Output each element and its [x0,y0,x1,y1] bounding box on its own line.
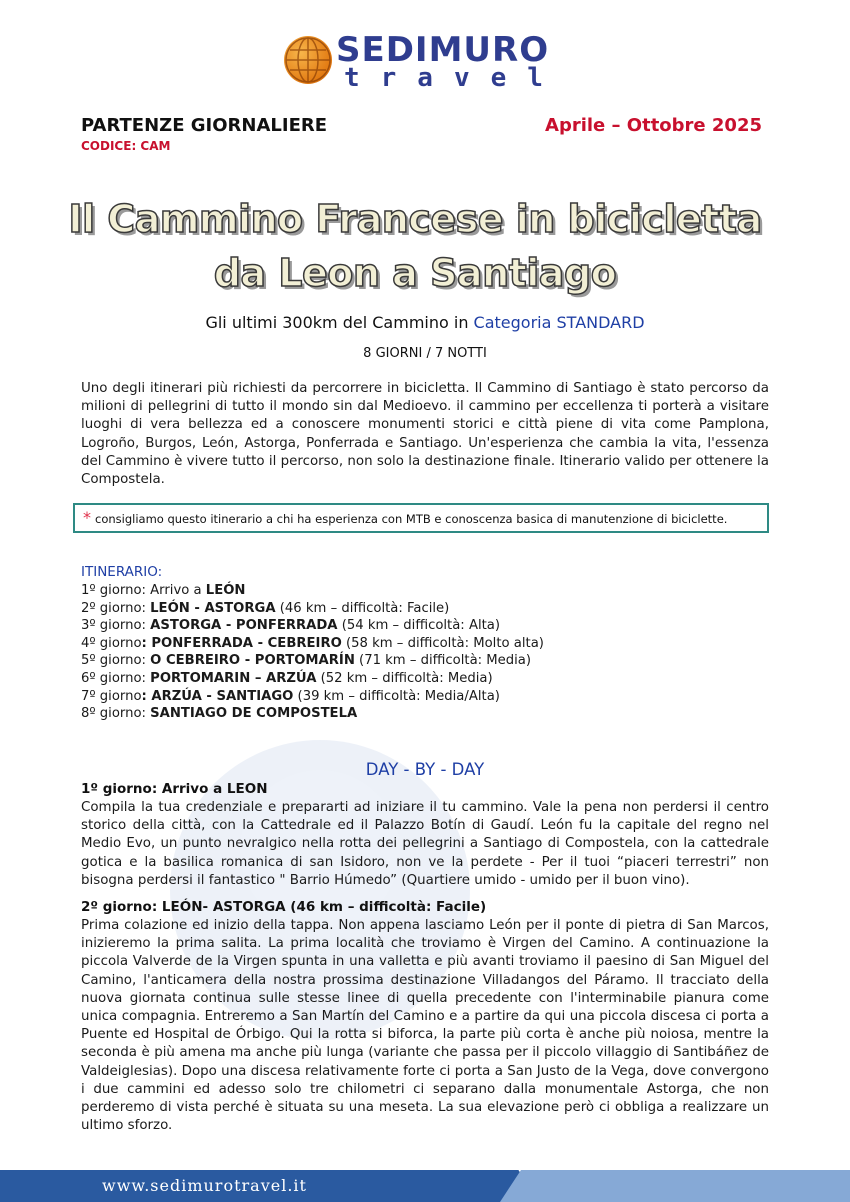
itinerary-heading: ITINERARIO: [81,564,163,580]
note-text: consigliamo questo itinerario a chi ha esperienza con MTB e conoscenza basica di manutenzione di biciclette. [95,512,728,526]
intro-paragraph: Uno degli itinerari più richiesti da percorrere in bicicletta. Il Cammino di Santiago è stato percorso da milioni di pellegrini di tutto il mondo sin dal Medioevo. il cammino per eccellenza ti porterà a visitare luoghi di vera bellezza ed a conoscere monumenti storici e città piene di vita come Pamplona, Logroño, Burgos, León, Astorga, Ponferrada e Santiago. Un'esperienza che cambia la vita, l'essenza del Cammino è vivere tutto il percorso, non solo la destinazione finale. Itinerario valido per ottenere la Compostela. [81,381,769,488]
itinerary-detail: (54 km – difficoltà: Alta) [337,618,501,634]
itinerary-route: LEÓN [205,583,246,598]
asterisk-icon: * [83,508,91,527]
day2-heading: 2º giorno: LEÓN- ASTORGA (46 km – difficoltà: Facile) [81,899,487,915]
itinerary-day: 1º giorno: [81,583,151,598]
itinerary-route: LEÓN - ASTORGA [150,600,276,616]
itinerary-route: O CEBREIRO - PORTOMARÍN [150,653,355,669]
page-title-line-1: Il Cammino Francese in bicicletta [68,197,762,241]
itinerary-detail: (52 km – difficoltà: Media) [316,670,493,686]
itinerary-detail: (71 km – difficoltà: Media) [354,653,532,669]
tour-code: CODICE: CAM [81,139,171,153]
itinerary-day: 4º giorno [81,635,142,651]
itinerary-day: 3º giorno: [81,618,151,634]
itinerary-item [81,652,544,670]
itinerary-item [81,670,544,688]
itinerary-route: : PONFERRADA - CEBREIRO [141,635,342,651]
subtitle-category: Categoria STANDARD [473,313,645,332]
company-logo [284,30,584,92]
subtitle [0,313,850,332]
itinerary-item [81,635,544,653]
itinerary-item [81,617,544,635]
subtitle-prefix: Gli ultimi 300km del Cammino in [205,313,474,332]
itinerary-item [81,600,544,618]
itinerary-route: SANTIAGO DE COMPOSTELA [150,706,358,722]
itinerary-detail: (58 km – difficoltà: Molto alta) [341,635,544,651]
website-link[interactable]: www.sedimurotravel.it [102,1176,307,1195]
itinerary-item [81,705,544,723]
departures-heading: PARTENZE GIORNALIERE [81,115,328,136]
season-dates: Aprile – Ottobre 2025 [545,115,762,136]
page-title-line-2: da Leon a Santiago [213,251,617,295]
tour-duration: 8 GIORNI / 7 NOTTI [363,346,487,361]
itinerary-day: 8º giorno: [81,706,151,722]
itinerary-route: : ARZÚA - SANTIAGO [141,688,294,704]
day1-text: Compila la tua credenziale e prepararti ad iniziare il tu cammino. Vale la pena non perdersi il centro storico della città, con la Cattedrale ed il Palazzo Botín di Gaudí. León fu la capitale del regno nel Medio Evo, un punto nevralgico nella rotta dei pellegrini a Santiago di Compostela, con la cattedrale gotica e la basilica romanica di san Isidoro, non ve la perdete - Per il tuoi “piaceri terrestri” non bisogna perdersi il fantastico " Barrio Húmedo” (Quartiere umido - umido per il buon vino). [81,800,769,888]
itinerary-day: 2º giorno: [81,600,151,616]
itinerary-item [81,688,544,706]
globe-icon [284,36,332,84]
itinerary-list [81,582,544,723]
itinerary-detail: (46 km – difficoltà: Facile) [275,600,450,616]
itinerary-day: 6º giorno: [81,670,151,686]
logo-wordmark: SEDIMURO [336,30,550,70]
itinerary-route: ASTORGA - PONFERRADA [150,618,338,634]
day1-heading: 1º giorno: Arrivo a LEON [81,781,268,797]
day-by-day-heading: DAY - BY - DAY [365,760,485,779]
itinerary-route: PORTOMARIN – ARZÚA [150,670,317,686]
note-box [73,503,769,533]
footer-bar [0,1170,850,1202]
day2-text: Prima colazione ed inizio della tappa. Non appena lasciamo León per il ponte di pietra di San Marcos, inizieremo la prima salita. La prima località che troviamo è Virgen del Camino. A continuazione la piccola Valverde de la Virgen spunta in una valletta e più avanti troviamo il paesino di San Miguel del Camino, l'anticamera della nostra prossima destinazione Villadangos del Páramo. Il tracciato della nuova giornata continua sulle stesse linee di quella precedente con l'interminabile pianura come unica compagnia. Entreremo a San Martín del Camino e a partire da qui una piccola discesa ci porta a Puente ed Hospital de Órbigo. Qui la rotta si biforca, la parte più corta è anche più noiosa, mentre la seconda è più amena ma anche più lunga (variante che passa per il piccolo villaggio di Santibáñez de Valdeiglesias). Dopo una discesa relativamente forte ci porta a San Justo de la Vega, dove convergono i due cammini ed adesso solo tre chilometri ci separano dalla monumentale Astorga, che non perderemo di vista perché è situata su una meseta. La sua elevazione però ci obbliga a realizzare un ultimo sforzo. [81,918,769,1134]
itinerary-day: 5º giorno: [81,653,151,669]
itinerary-day: 7º giorno [81,688,142,704]
footer-band-light [500,1170,850,1202]
itinerary-item [81,582,544,600]
itinerary-pre: Arrivo a [150,583,206,598]
logo-tagline: travel [344,63,564,93]
itinerary-detail: (39 km – difficoltà: Media/Alta) [293,688,500,704]
